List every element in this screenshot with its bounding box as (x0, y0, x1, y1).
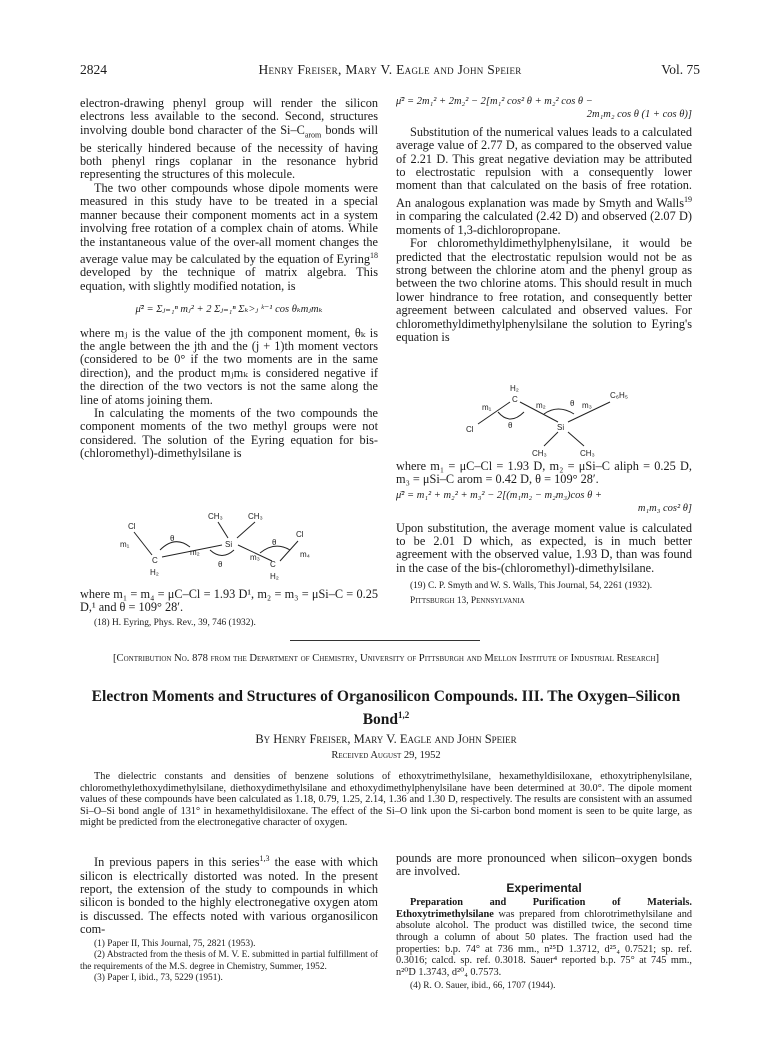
byline: By Henry Freiser, Mary V. Eagle and John Speier (255, 732, 517, 746)
left-column (80, 97, 378, 461)
intro-column-right (396, 852, 692, 993)
equation: m₁m₃ cos² θ] (637, 503, 692, 515)
paragraph: The two other compounds whose dipole moments were measured in this study have to be treated in a special manner because their component moments act in a system involving free rotation of a complex chain of atoms. While the instantaneous value of the over-all moment changes the average value may be calculated by the equation of Eyring$^{18}$ developed by the technique of matrix algebra. This equation, with slightly modified notation, is (80, 180, 378, 293)
intro-column-left (80, 852, 378, 985)
left-column-bottom (80, 588, 378, 629)
eyring-equation: μ̄² = Σⱼ₌₁ⁿ mⱼ² + 2 Σⱼ₌₁ⁿ Σₖ>ⱼ ᵏ⁻¹ cos θₖmⱼmₖ (135, 304, 323, 316)
silicon-label: Si (225, 540, 233, 549)
paragraph: In previous papers in this series$^{1,3}$ the ease with which silicon is electrically distorted was noted. In the present report, the extension of the study to compounds in which silicon is bonded to the highly electronegative oxygen atom is discussed. The effects noted with various organosilicon com- (80, 854, 378, 937)
m4-label: m₄ (300, 550, 310, 559)
theta-label: θ (508, 421, 513, 430)
volume-label: Vol. 75 (661, 62, 700, 77)
chlorine-label: Cl (466, 425, 474, 434)
chloromethyldimethylphenylsilane-diagram (460, 382, 650, 460)
theta-label: θ (170, 534, 175, 543)
footnote-3: (3) Paper I, ibid., 73, 5229 (1951). (94, 973, 223, 984)
phenyl-label: C₆H₅ (610, 391, 629, 400)
paragraph: electron-drawing phenyl group will render the silicon electrons less available to the second. Second, structures involving double bond character of the $Si-C_{arom}$ bonds will be sterically hindered because of the necessity of having both phenyl rings coplanar in the resonance hybrid representing the structures of this molecule. (80, 96, 378, 182)
paragraph: Substitution of the numerical values leads to a calculated average value of 2.77 D, as compared to the observed value of 2.21 D. This great negative deviation may be attributed to electrostatic repulsion with a consequently lower moment than that calculated on the basis of free rotation. An analogous explanation was made by Smyth and Walls$^{19}$ in comparing the calculated (2.42 D) and observed (2.07 D) moments of 1,3-dichloropropane. (396, 124, 692, 237)
equation: μ̄² = 2m₁² + 2m₂² − 2[m₁² cos² θ + m₂² cos θ − (396, 96, 593, 107)
theta-label: θ (218, 560, 223, 569)
bis-chloromethyl-dimethylsilane-diagram (100, 505, 330, 585)
h2-label: H₂ (510, 384, 519, 393)
paragraph: where m₁ = μC–Cl = 1.93 D, m₂ = μSi–C aliph = 0.25 D, m₃ = μSi–C arom = 0.42 D, θ = 109° 28′. (396, 459, 692, 487)
running-authors: Henry Freiser, Mary V. Eagle and John Speier (258, 62, 522, 77)
page-number: 2824 (80, 62, 107, 77)
right-column-bottom (396, 460, 692, 607)
section-heading: Experimental (506, 880, 582, 895)
chlorine-label: Cl (296, 530, 304, 539)
footnote-18: (18) H. Eyring, Phys. Rev., 39, 746 (1932). (94, 617, 256, 628)
paragraph: For chloromethyldimethylphenylsilane, it would be predicted that the electrostatic repulsion would not be as strong between the chlorine atom and the phenyl group as between the two chlorine atoms. This should result in much lower hindrance to free rotation, and consequently better agreement between calculated and observed values. For chloromethyldimethylphenylsilane the solution to Eyring's equation is (396, 236, 692, 344)
m3-label: m₃ (582, 401, 592, 410)
m3-label: m₃ (250, 553, 260, 562)
chlorine-label: Cl (128, 522, 136, 531)
abstract: The dielectric constants and densities of benzene solutions of ethoxytrimethylsilane, hexamethyldisiloxane, ethoxytriphenylsilane, chloromethylethoxydimethylsilane, diethoxydimethylsilane and ethoxydimethylphenylsilane have been determined at 30.0°. The dipole moment values of these compounds have been calculated as 1.18, 0.79, 1.25, 2.14, 1.36 and 1.30 D, respectively. The results are consistent with an assumed Si–O–Si bond angle of 131° in hexamethyldisiloxane. The effect of the Si–O link upon the Si-carbon bond moment is seen to be quite large, as might be predicted from the electronegative character of oxygen. (80, 771, 692, 828)
h2-label: H₂ (150, 568, 159, 577)
carbon-label: C (512, 395, 518, 404)
carbon-label: C (152, 556, 158, 565)
footnote-19: (19) C. P. Smyth and W. S. Walls, This Journal, 54, 2261 (1932). (410, 581, 653, 592)
paragraph: pounds are more pronounced when silicon–oxygen bonds are involved. (396, 851, 692, 879)
affiliation: Pittsburgh 13, Pennsylvania (410, 595, 525, 606)
paragraph: In calculating the moments of the two compounds the component moments of the two methyl groups were not considered. The solution of the Eyring equation for bis-(chloromethyl)-dimethylsilane is (80, 406, 378, 461)
running-header (80, 62, 700, 82)
carbon-label: C (270, 560, 276, 569)
equation: μ̄² = m₁² + m₂² + m₃² − 2[(m₁m₂ − m₂m₃)cos θ + (396, 489, 602, 501)
h2-label: H₂ (270, 572, 279, 581)
equation: 2m₁m₂ cos θ (1 + cos θ)] (586, 109, 692, 121)
experimental-paragraph: Preparation and Purification of Materials. Ethoxytrimethylsilane was prepared from chlorotrimethylsilane and absolute alcohol. The product was distilled twice, the second time through a column of about 50 plates. The fraction used had the properties: b.p. 74° at 736 mm., n²⁵D 1.3712, d²⁵₄ 0.7521; sp. ref. 0.3016; calcd. sp. ref. 0.3018. Sauer⁴ reported b.p. 75° at 745 mm., n²⁰D 1.3743, d²⁰₄ 0.7573. (396, 897, 692, 978)
footnote-4: (4) R. O. Sauer, ibid., 66, 1707 (1944). (410, 981, 556, 992)
theta-label: θ (272, 538, 277, 547)
received-date: Received August 29, 1952 (331, 750, 441, 761)
section-divider (290, 640, 480, 641)
m1-label: m₁ (120, 540, 130, 549)
methyl-label: CH₃ (208, 512, 223, 521)
paragraph: Upon substitution, the average moment value is calculated to be 2.01 D which, as expected, is in much better agreement with the observed value, 1.93 D, than was found in the case of the bis-(chloromethyl)-dimethylsilane. (396, 520, 692, 575)
m2-label: m₂ (190, 548, 200, 557)
methyl-label: CH₃ (580, 449, 595, 458)
m2-label: m₂ (536, 401, 546, 410)
methyl-label: CH₃ (532, 449, 547, 458)
theta-label: θ (570, 399, 575, 408)
paragraph: where mⱼ is the value of the jth component moment, θₖ is the angle between the jth and the (j + 1)th moment vectors (considered to be 0° if the two moments are in the same direction), and the product mⱼmₖ is considered negative if the direction of the two vectors is not the same along the line of atoms joining them. (80, 325, 378, 407)
footnote-1: (1) Paper II, This Journal, 75, 2821 (1953). (94, 938, 256, 949)
right-column (396, 95, 692, 344)
m1-label: m₁ (482, 403, 492, 412)
paragraph: where m₁ = m₄ = μC–Cl = 1.93 D¹, m₂ = m₃ = μSi–C = 0.25 D,¹ and θ = 109° 28′. (80, 587, 378, 615)
methyl-label: CH₃ (248, 512, 263, 521)
footnote-2: (2) Abstracted from the thesis of M. V. E. submitted in partial fulfillment of the requirements of the M.S. degree in Chemistry, Summer, 1952. (80, 950, 378, 972)
article-title: Electron Moments and Structures of Organosilicon Compounds. III. The Oxygen–Silicon Bond$^{1,2}$ (91, 688, 681, 729)
silicon-label: Si (557, 423, 565, 432)
contribution-note: [Contribution No. 878 from the Department of Chemistry, University of Pittsburgh and Mellon Institute of Industrial Research] (113, 653, 659, 664)
